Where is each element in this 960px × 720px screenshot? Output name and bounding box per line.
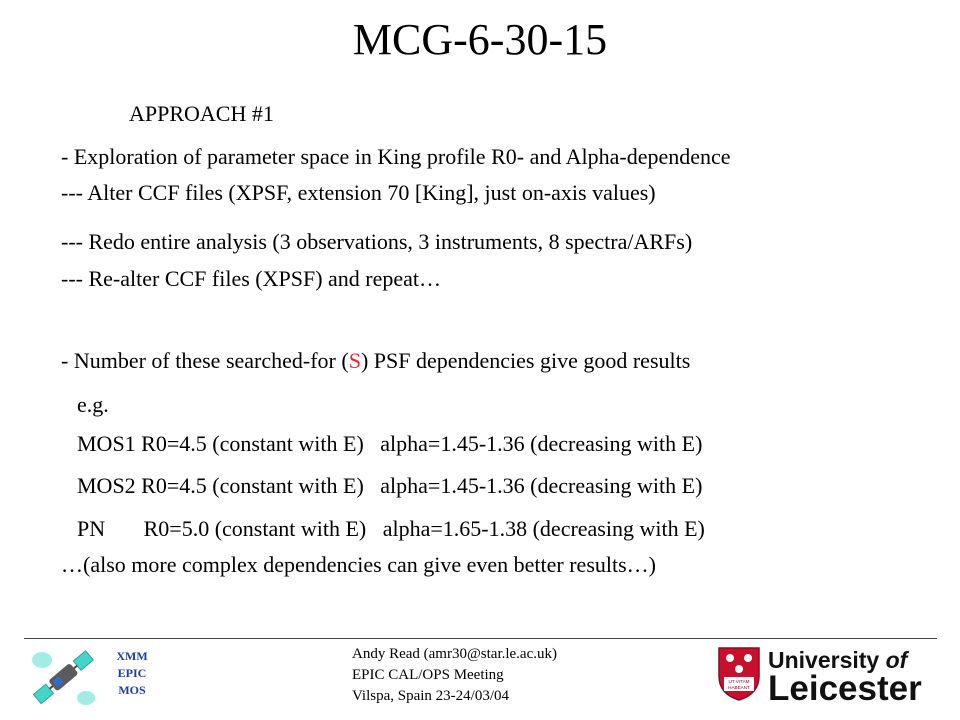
university-wordmark <box>768 648 922 706</box>
university-crest-icon <box>716 646 762 702</box>
number-line-before: - Number of these searched-for ( <box>61 348 349 373</box>
leicester-word: Leicester <box>768 669 922 708</box>
body-line-alter-ccf: --- Alter CCF files (XPSF, extension 70 [King], just on-axis values) <box>61 180 656 205</box>
xmm-label-line: XMM <box>116 649 148 663</box>
result-mos1: MOS1 R0=4.5 (constant with E) alpha=1.45-1.36 (decreasing with E) <box>77 431 703 456</box>
body-line-exploration: - Exploration of parameter space in King profile R0- and Alpha-dependence <box>61 144 731 169</box>
university-of-word: of <box>885 647 908 673</box>
slide-title: MCG-6-30-15 <box>352 15 608 64</box>
mos-label-line: MOS <box>118 683 146 697</box>
xmm-epic-mos-label <box>108 648 156 699</box>
footer-meeting: EPIC CAL/OPS Meeting <box>352 667 504 683</box>
result-mos2: MOS2 R0=4.5 (constant with E) alpha=1.45-1.36 (decreasing with E) <box>77 473 703 498</box>
crest-motto-line2: HABEANT <box>728 685 750 690</box>
epic-label-line: EPIC <box>117 666 147 680</box>
footer-info <box>352 644 557 707</box>
university-word: University <box>768 647 886 673</box>
footer-author: Andy Read (amr30@star.le.ac.uk) <box>352 646 557 662</box>
number-line-highlight: S <box>348 348 361 373</box>
footer-venue: Vilspa, Spain 23-24/03/04 <box>352 688 510 704</box>
approach-heading: APPROACH #1 <box>129 101 274 126</box>
body-line-re-alter: --- Re-alter CCF files (XPSF) and repeat… <box>61 266 442 291</box>
crest-motto-line1: UT VITAM <box>728 679 750 684</box>
footer-divider <box>24 638 937 639</box>
eg-label: e.g. <box>77 392 109 417</box>
result-pn: PN R0=5.0 (constant with E) alpha=1.65-1.38 (decreasing with E) <box>77 516 705 541</box>
body-line-redo-analysis: --- Redo entire analysis (3 observations, 3 instruments, 8 spectra/ARFs) <box>61 229 693 254</box>
number-line-after: ) PSF dependencies give good results <box>360 348 691 373</box>
body-line-closing: …(also more complex dependencies can give even better results…) <box>61 552 656 577</box>
body-line-number-of-dependencies <box>61 348 690 374</box>
xmm-satellite-logo <box>26 642 102 714</box>
